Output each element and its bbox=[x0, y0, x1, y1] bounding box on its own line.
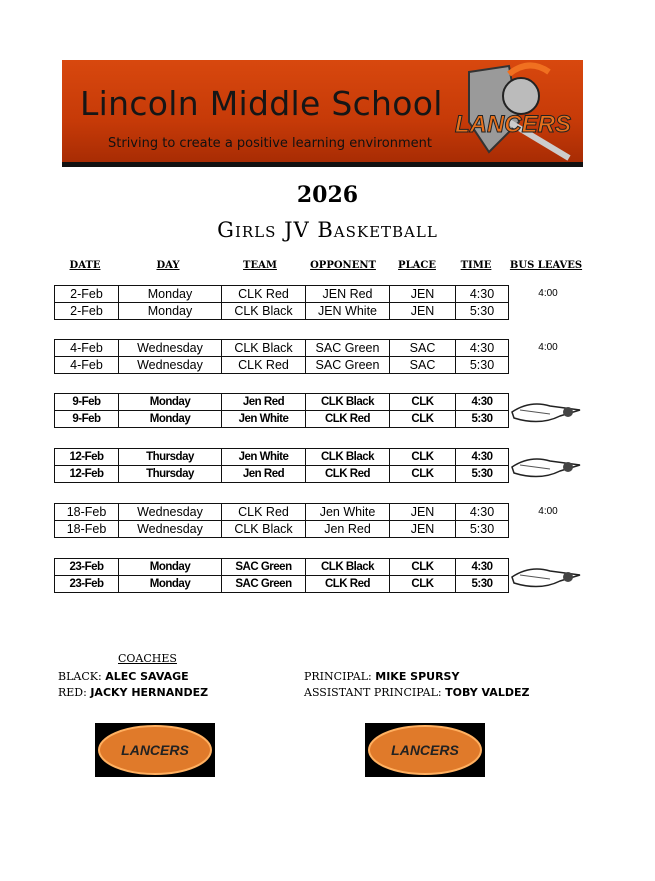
cell: 12-Feb bbox=[55, 449, 119, 466]
cell: CLK Black bbox=[306, 394, 390, 411]
cell: CLK Red bbox=[306, 576, 390, 593]
cell: Monday bbox=[119, 394, 222, 411]
cell: 18-Feb bbox=[55, 504, 119, 521]
cell: JEN bbox=[390, 521, 456, 538]
cell: Jen Red bbox=[306, 521, 390, 538]
svg-text:LANCERS: LANCERS bbox=[391, 742, 459, 758]
cell: CLK Red bbox=[222, 357, 306, 374]
cell: Monday bbox=[119, 411, 222, 428]
column-header: OPPONENT bbox=[310, 260, 376, 271]
cell: 23-Feb bbox=[55, 576, 119, 593]
cell: 4:30 bbox=[456, 394, 509, 411]
cell: Thursday bbox=[119, 466, 222, 483]
cell: Wednesday bbox=[119, 504, 222, 521]
cell: Jen White bbox=[222, 411, 306, 428]
cell: CLK Red bbox=[306, 466, 390, 483]
cell: Wednesday bbox=[119, 340, 222, 357]
cell: 5:30 bbox=[456, 466, 509, 483]
cell: 4-Feb bbox=[55, 340, 119, 357]
lancer-home-icon bbox=[510, 561, 584, 593]
coach-black bbox=[58, 670, 189, 683]
cell: SAC Green bbox=[222, 559, 306, 576]
cell: 5:30 bbox=[456, 303, 509, 320]
school-banner bbox=[62, 60, 583, 167]
cell: Jen Red bbox=[222, 394, 306, 411]
cell: Wednesday bbox=[119, 357, 222, 374]
cell: 4:30 bbox=[456, 449, 509, 466]
cell: 5:30 bbox=[456, 576, 509, 593]
cell: Jen White bbox=[222, 449, 306, 466]
lancer-home-icon bbox=[510, 396, 584, 428]
cell: CLK Black bbox=[222, 303, 306, 320]
assistant-principal bbox=[304, 686, 529, 699]
cell: Monday bbox=[119, 576, 222, 593]
game-row bbox=[55, 286, 509, 303]
cell: CLK bbox=[390, 466, 456, 483]
cell: JEN bbox=[390, 286, 456, 303]
label: RED: bbox=[58, 686, 87, 699]
lancers-knight-logo bbox=[449, 62, 577, 162]
season-year: 2026 bbox=[296, 182, 359, 208]
cell: SAC Green bbox=[306, 357, 390, 374]
label: BLACK: bbox=[58, 670, 102, 683]
cell: Jen White bbox=[306, 504, 390, 521]
cell: CLK Black bbox=[222, 521, 306, 538]
name: ALEC SAVAGE bbox=[105, 670, 189, 683]
game-row bbox=[55, 394, 509, 411]
coaches-heading: COACHES bbox=[118, 652, 177, 665]
cell: CLK bbox=[390, 411, 456, 428]
name: JACKY HERNANDEZ bbox=[90, 686, 209, 699]
principal bbox=[304, 670, 459, 683]
cell: 4:30 bbox=[456, 286, 509, 303]
cell: SAC bbox=[390, 357, 456, 374]
game-row bbox=[55, 357, 509, 374]
cell: Monday bbox=[119, 286, 222, 303]
cell: JEN bbox=[390, 303, 456, 320]
game-group bbox=[54, 558, 509, 593]
cell: 5:30 bbox=[456, 357, 509, 374]
cell: CLK bbox=[390, 559, 456, 576]
cell: Jen Red bbox=[222, 466, 306, 483]
game-group bbox=[54, 393, 509, 428]
cell: 9-Feb bbox=[55, 411, 119, 428]
cell: 18-Feb bbox=[55, 521, 119, 538]
sport-title: Girls JV Basketball bbox=[217, 218, 438, 242]
cell: CLK Red bbox=[306, 411, 390, 428]
cell: SAC bbox=[390, 340, 456, 357]
coach-red bbox=[58, 686, 208, 699]
cell: CLK Red bbox=[222, 286, 306, 303]
bus-leaves-time: 4:00 bbox=[538, 288, 558, 299]
cell: Monday bbox=[119, 303, 222, 320]
bus-leaves-time: 4:00 bbox=[538, 342, 558, 353]
game-row bbox=[55, 504, 509, 521]
lancers-logo-right bbox=[365, 723, 485, 777]
label: ASSISTANT PRINCIPAL: bbox=[304, 686, 442, 699]
column-header: PLACE bbox=[398, 260, 436, 271]
game-row bbox=[55, 521, 509, 538]
cell: 4:30 bbox=[456, 559, 509, 576]
label: PRINCIPAL: bbox=[304, 670, 372, 683]
column-header: TEAM bbox=[243, 260, 277, 271]
cell: JEN White bbox=[306, 303, 390, 320]
column-header: DAY bbox=[156, 260, 180, 271]
cell: CLK Black bbox=[222, 340, 306, 357]
cell: Wednesday bbox=[119, 521, 222, 538]
column-header: DATE bbox=[69, 260, 101, 271]
school-motto: Striving to create a positive learning environment bbox=[108, 136, 432, 151]
game-row bbox=[55, 466, 509, 483]
cell: 2-Feb bbox=[55, 286, 119, 303]
bus-leaves-time: 4:00 bbox=[538, 506, 558, 517]
lancer-home-icon bbox=[510, 451, 584, 483]
school-name: Lincoln Middle School bbox=[80, 84, 443, 123]
cell: 9-Feb bbox=[55, 394, 119, 411]
cell: 5:30 bbox=[456, 521, 509, 538]
cell: 2-Feb bbox=[55, 303, 119, 320]
cell: SAC Green bbox=[222, 576, 306, 593]
game-row bbox=[55, 340, 509, 357]
name: TOBY VALDEZ bbox=[445, 686, 530, 699]
cell: CLK bbox=[390, 576, 456, 593]
cell: CLK Black bbox=[306, 559, 390, 576]
game-row bbox=[55, 449, 509, 466]
game-group bbox=[54, 448, 509, 483]
cell: 4:30 bbox=[456, 340, 509, 357]
cell: CLK Red bbox=[222, 504, 306, 521]
cell: 4:30 bbox=[456, 504, 509, 521]
game-row bbox=[55, 576, 509, 593]
cell: CLK bbox=[390, 394, 456, 411]
svg-text:LANCERS: LANCERS bbox=[121, 742, 189, 758]
game-row bbox=[55, 559, 509, 576]
game-group bbox=[54, 339, 509, 374]
cell: Thursday bbox=[119, 449, 222, 466]
column-header: TIME bbox=[460, 260, 492, 271]
cell: CLK bbox=[390, 449, 456, 466]
column-header: BUS LEAVES bbox=[509, 260, 583, 271]
cell: Monday bbox=[119, 559, 222, 576]
cell: 23-Feb bbox=[55, 559, 119, 576]
cell: JEN Red bbox=[306, 286, 390, 303]
game-group bbox=[54, 285, 509, 320]
game-row bbox=[55, 411, 509, 428]
name: MIKE SPURSY bbox=[375, 670, 460, 683]
game-row bbox=[55, 303, 509, 320]
lancers-logo-left bbox=[95, 723, 215, 777]
cell: JEN bbox=[390, 504, 456, 521]
cell: CLK Black bbox=[306, 449, 390, 466]
cell: 12-Feb bbox=[55, 466, 119, 483]
svg-text:LANCERS: LANCERS bbox=[454, 111, 572, 138]
cell: 4-Feb bbox=[55, 357, 119, 374]
cell: 5:30 bbox=[456, 411, 509, 428]
cell: SAC Green bbox=[306, 340, 390, 357]
game-group bbox=[54, 503, 509, 538]
